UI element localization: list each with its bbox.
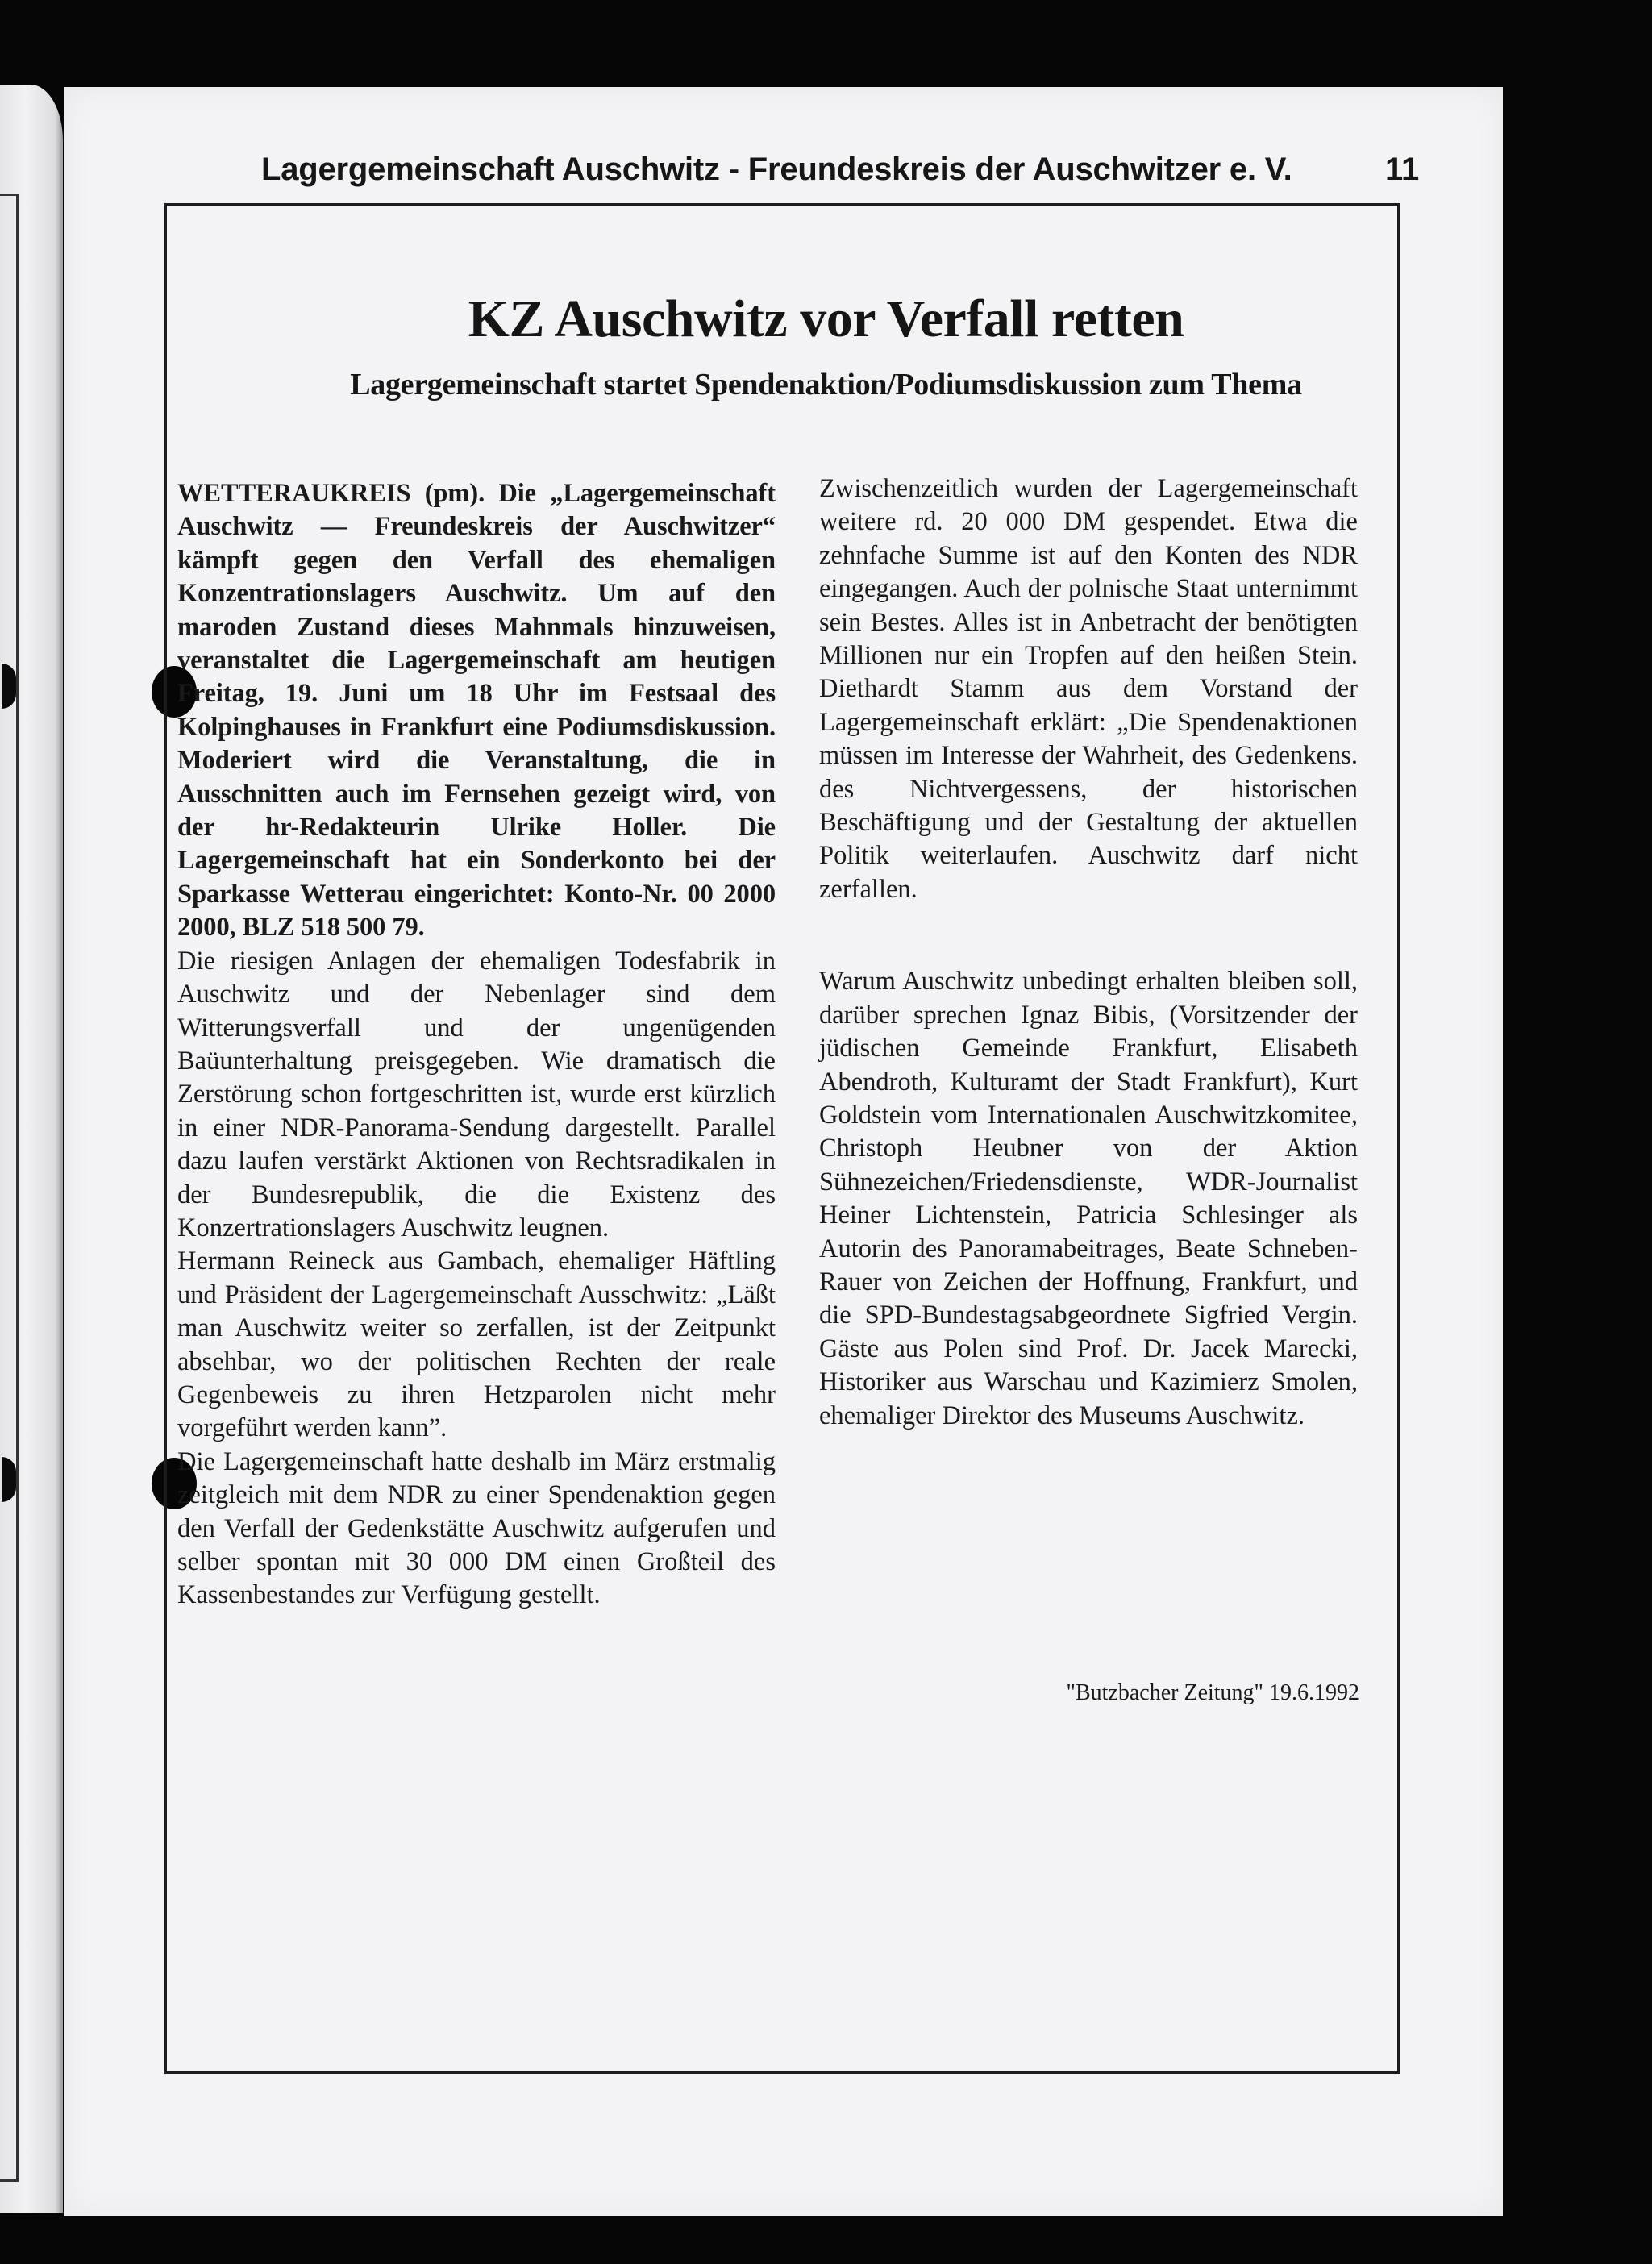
body-paragraph: Hermann Reineck aus Gambach, ehemaliger Häftling und Präsident der Lagergemeinschaft Ausschwitz: „Läßt man Auschwitz weiter so zerfallen, ist der Zeitpunkt absehbar, wo der politischen Rechten der reale Gegenbeweis zu ihren Hetzparolen nicht mehr vorgeführt werden kann”. (177, 1246, 776, 1443)
source-citation: "Butzbacher Zeitung" 19.6.1992 (1066, 1680, 1359, 1705)
body-paragraph: Die Lagergemeinschaft hatte deshalb im März erstmalig zeitgleich mit dem NDR zu einer Spendenaktion gegen den Verfall der Gedenkstätte Auschwitz aufgerufen und selber spontan mit 30 000 DM einen Großteil des Kassenbestandes zur Verfügung gestellt. (177, 1446, 776, 1610)
lead-paragraph: WETTERAUKREIS (pm). Die „Lagergemeinschaft Auschwitz — Freundeskreis der Auschwitzer“ kämpft gegen den Verfall des ehemaligen Konzentrationslagers Auschwitz. Um auf den maroden Zustand dieses Mahnmals hinzuweisen, veranstaltet die Lagergemeinschaft am heutigen Freitag, 19. Juni um 18 Uhr im Festsaal des Kolpinghauses in Frankfurt eine Podiumsdiskussion. Moderiert wird die Veranstaltung, die in Ausschnitten auch im Fernsehen gezeigt wird, von der hr-Redakteurin Ulrike Holler. Die Lagergemeinschaft hat ein Sonderkonto bei der Sparkasse Wetterau eingerichtet: Konto-Nr. 00 2000 2000, BLZ 518 500 79. (177, 479, 776, 943)
article-headline: KZ Auschwitz vor Verfall retten (468, 289, 1184, 348)
article-column-right (819, 472, 1358, 1433)
facing-page-frame (0, 194, 19, 2182)
paragraph-gap (819, 906, 1358, 965)
page-number: 11 (1385, 152, 1420, 187)
article-subhead: Lagergemeinschaft startet Spendenaktion/Podiumsdiskussion zum Thema (350, 368, 1302, 402)
running-head-title: Lagergemeinschaft Auschwitz - Freundeskreis der Auschwitzer e. V. (261, 152, 1292, 187)
body-paragraph: Die riesigen Anlagen der ehemaligen Todesfabrik in Auschwitz und der Nebenlager sind dem Witterungsverfall und der ungenügenden Baüunterhaltung preisgegeben. Wie dramatisch die Zerstörung schon fortgeschritten ist, wurde erst kürzlich in einer NDR-Panorama-Sendung dargestellt. Parallel dazu laufen verstärkt Aktionen von Rechtsradikalen in der Bundesrepublik, die die Existenz des Konzertrationslagers Auschwitz leugnen. (177, 946, 776, 1242)
article-column-left (177, 477, 776, 1613)
facing-page-edge (0, 85, 63, 2213)
body-paragraph: Warum Auschwitz unbedingt erhalten bleiben soll, darüber sprechen Ignaz Bibis, (Vorsitzender der jüdischen Gemeinde Frankfurt, Elisabeth Abendroth, Kulturamt der Stadt Frankfurt), Kurt Goldstein vom Internationalen Auschwitzkomitee, Christoph Heubner von der Aktion Sühnezeichen/Friedensdienste, WDR-Journalist Heiner Lichtenstein, Patricia Schlesinger als Autorin des Panoramabeitrages, Beate Schneben-Rauer von Zeichen der Hoffnung, Frankfurt, und die SPD-Bundestagsabgeordnete Sigfried Vergin. Gäste aus Polen sind Prof. Dr. Jacek Marecki, Historiker aus Warschau und Kazimierz Smolen, ehemaliger Direktor des Museums Auschwitz. (819, 967, 1358, 1430)
body-paragraph: Zwischenzeitlich wurden der Lagergemeinschaft weitere rd. 20 000 DM gespendet. Etwa die zehnfache Summe ist auf den Konten des NDR eingegangen. Auch der polnische Staat unternimmt sein Bestes. Alles ist in Anbetracht der benötigten Millionen nur ein Tropfen auf den heißen Stein. Diethardt Stamm aus dem Vorstand der Lagergemeinschaft erklärt: „Die Spendenaktionen müssen im Interesse der Wahrheit, des Gedenkens. des Nichtvergessens, der historischen Beschäftigung und der Gestaltung der aktuellen Politik weiterlaufen. Auschwitz darf nicht zerfallen. (819, 474, 1358, 904)
